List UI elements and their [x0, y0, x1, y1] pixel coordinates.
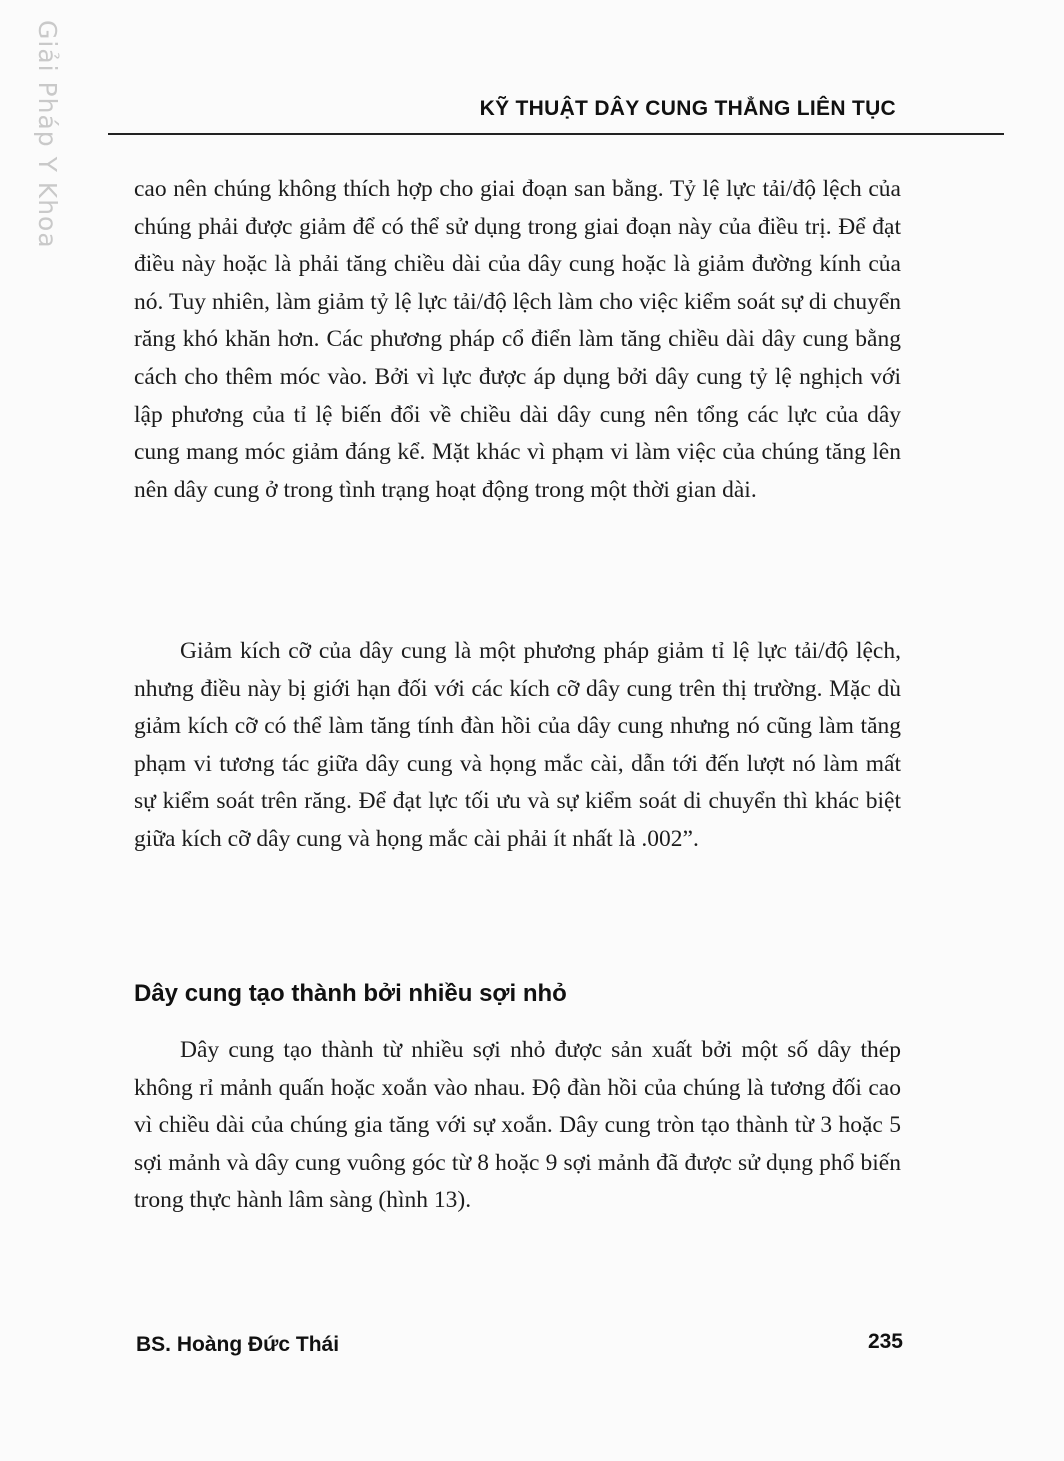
- header-rule: [108, 133, 1004, 135]
- page-number: 235: [867, 1330, 903, 1353]
- body-paragraph-1: [134, 171, 901, 509]
- body-paragraph-2: [134, 633, 901, 859]
- running-header: KỸ THUẬT DÂY CUNG THẲNG LIÊN TỤC: [479, 97, 896, 120]
- paragraph-text: Dây cung tạo thành từ nhiều sợi nhỏ được sản xuất bởi một số dây thép không rỉ mảnh quấn hoặc xoắn vào nhau. Độ đàn hồi của chúng là tương đối cao vì chiều dài của chúng gia tăng với sự xoắn. Dây cung tròn tạo thành từ 3 hoặc 5 sợi mảnh và dây cung vuông góc từ 8 hoặc 9 sợi mảnh đã được sử dụng phổ biến trong thực hành lâm sàng (hình 13).: [134, 1037, 901, 1214]
- section-heading: Dây cung tạo thành bởi nhiều sợi nhỏ: [134, 980, 567, 1007]
- footer-author: BS. Hoàng Đức Thái: [136, 1333, 340, 1356]
- paragraph-text: Giảm kích cỡ của dây cung là một phương pháp giảm tỉ lệ lực tải/độ lệch, nhưng điều này bị giới hạn đối với các kích cỡ dây cung trên thị trường. Mặc dù giảm kích cỡ có thể làm tăng tính đàn hồi của dây cung nhưng nó cũng làm tăng phạm vi tương tác giữa dây cung và họng mắc cài, dẫn tới đến lượt nó làm mất sự kiểm soát trên răng. Để đạt lực tối ưu và sự kiểm soát di chuyển thì khác biệt giữa kích cỡ dây cung và họng mắc cài phải ít nhất là .002”.: [134, 638, 901, 852]
- watermark: Giải Pháp Y Khoa: [33, 20, 62, 249]
- paragraph-text: cao nên chúng không thích hợp cho giai đoạn san bằng. Tỷ lệ lực tải/độ lệch của chúng phải được giảm để có thể sử dụng trong giai đoạn này của điều trị. Để đạt điều này hoặc là phải tăng chiều dài của dây cung hoặc là giảm đường kính của nó. Tuy nhiên, làm giảm tỷ lệ lực tải/độ lệch làm cho việc kiểm soát sự di chuyển răng khó khăn hơn. Các phương pháp cổ điển làm tăng chiều dài dây cung bằng cách cho thêm móc vào. Bởi vì lực được áp dụng bởi dây cung tỷ lệ nghịch với lập phương của tỉ lệ biến đổi về chiều dài dây cung nên tổng các lực của dây cung mang móc giảm đáng kể. Mặt khác vì phạm vi làm việc của chúng tăng lên nên dây cung ở trong tình trạng hoạt động trong một thời gian dài.: [134, 176, 901, 503]
- section-paragraph-1: [134, 1032, 901, 1220]
